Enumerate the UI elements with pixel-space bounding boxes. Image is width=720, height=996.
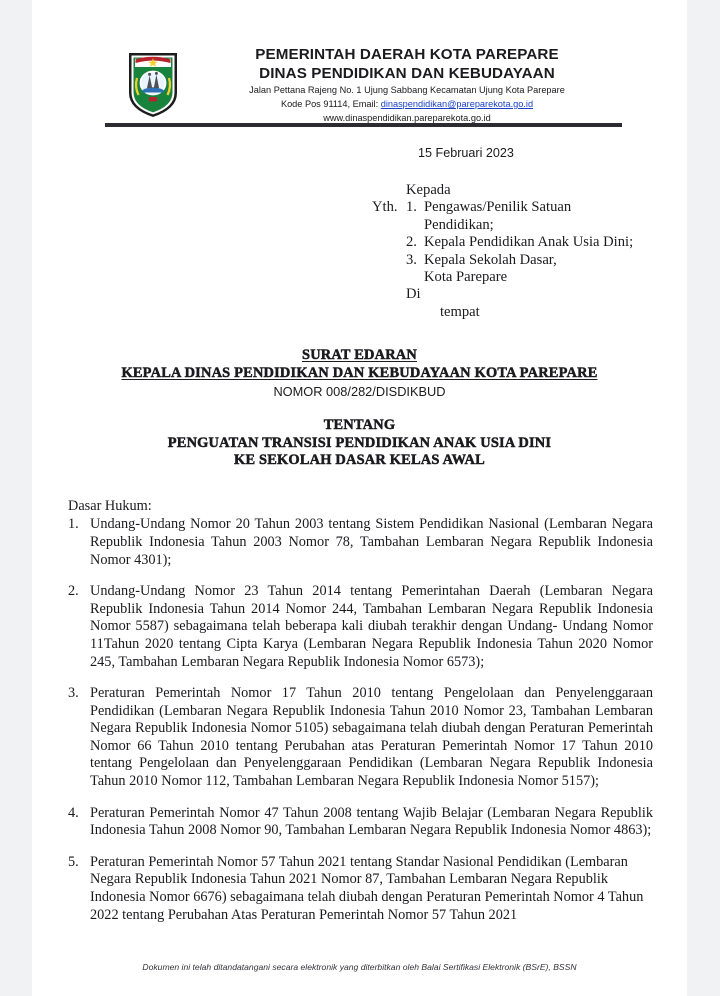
electronic-signature-notice: Dokumen ini telah ditandatangani secara elektronik yang diterbitkan oleh Balai Sertifikasi Elektronik (BSrE), BSSN: [142, 962, 577, 972]
website-line: www.dinaspendidikan.pareparekota.go.id: [323, 112, 491, 123]
letterhead-divider: [105, 123, 622, 127]
subject-line-2: KE SEKOLAH DASAR KELAS AWAL: [234, 452, 485, 469]
department-name: DINAS PENDIDIKAN DAN KEBUDAYAAN: [259, 64, 555, 82]
document-type-title: SURAT EDARAN: [301, 347, 417, 364]
legal-item-text: Undang-Undang Nomor 23 Tahun 2014 tentang Pemerintahan Daerah (Lembaran Negara Republik Indonesia Tahun 2014 Nomor 244, Tambahan Lembaran Negara Republik Indonesia Nomor 5587) sebagaimana telah beberapa kali diubah terakhir dengan Undang- Undang Nomor 11Tahun 2020 tentang Cipta Karya (Lembaran Negara Republik Indonesia Tahun 2020 Nomor 245, Tambahan Lembaran Negara Republik Indonesia Nomor 6573);: [90, 583, 653, 670]
addressee-yth-label: Yth.: [372, 199, 398, 216]
addressee-city: Kota Parepare: [424, 269, 508, 286]
legal-basis-item: [68, 854, 653, 924]
document-number: NOMOR 008/282/DISDIKBUD: [273, 384, 446, 400]
letterhead: [32, 0, 687, 124]
legal-basis-section: [32, 498, 687, 924]
addressee-text: Kepala Sekolah Dasar,: [424, 251, 557, 268]
addressee-di: Di: [406, 286, 421, 303]
addressee-text: Pengawas/Penilik Satuan: [424, 199, 572, 216]
addressee-item: [372, 252, 687, 269]
legal-basis-item: [68, 685, 653, 791]
postcode-label: Kode Pos 91114, Email:: [280, 98, 381, 109]
street-address: Jalan Pettana Rajeng No. 1 Ujung Sabbang Kecamatan Ujung Kota Parepare: [249, 85, 565, 95]
title-block: [32, 347, 687, 470]
addressee-item: [372, 234, 687, 251]
parepare-city-crest-icon: [125, 47, 181, 119]
document-date: 15 Februari 2023: [418, 146, 514, 160]
addressee-block: [372, 182, 687, 321]
legal-item-number: 1.: [68, 516, 79, 533]
subject-line-1: PENGUATAN TRANSISI PENDIDIKAN ANAK USIA DINI: [167, 434, 552, 451]
addressee-number: 2.: [406, 234, 417, 251]
addressee-number: 3.: [406, 251, 417, 268]
addressee-item: [372, 199, 687, 216]
legal-item-text: Peraturan Pemerintah Nomor 57 Tahun 2021 tentang Standar Nasional Pendidikan (Lembaran Negara Republik Indonesia Tahun 2021 Nomor 87, Tambahan Lembaran Negara Republik Indonesia Nomor 6676) sebagaimana telah diubah dengan Peraturan Pemerintah Nomor 4 Tahun 2022 tentang Perubahan Atas Peraturan Pemerintah Nomor 57 Tahun 2021: [90, 853, 644, 923]
email-link[interactable]: dinaspendidikan@pareparekota.go.id: [380, 98, 534, 109]
legal-item-text: Undang-Undang Nomor 20 Tahun 2003 tentang Sistem Pendidikan Nasional (Lembaran Negara Republik Indonesia Tahun 2003 Nomor 78, Tambahan Lembaran Negara Republik Indonesia Nomor 4301);: [90, 516, 653, 568]
government-name: PEMERINTAH DAERAH KOTA PAREPARE: [255, 46, 559, 63]
document-page: [32, 0, 687, 996]
legal-item-number: 5.: [68, 853, 79, 870]
legal-basis-item: [68, 516, 653, 569]
legal-item-text: Peraturan Pemerintah Nomor 47 Tahun 2008 tentang Wajib Belajar (Lembaran Negara Republik Indonesia Tahun 2008 Nomor 90, Tambahan Lembaran Negara Republik Indonesia Nomor 4863);: [90, 804, 653, 839]
addressee-text-cont: Pendidikan;: [424, 216, 494, 233]
legal-item-text: Peraturan Pemerintah Nomor 17 Tahun 2010 tentang Pengelolaan dan Penyelenggaraan Pendidikan (Lembaran Negara Republik Indonesia Tahun 2010 Nomor 23, Tambahan Lembaran Negara Republik Indonesia Nomor 5105) sebagaimana telah diubah dengan Peraturan Pemerintah Nomor 66 Tahun 2010 tentang Perubahan atas Peraturan Pemerintah Nomor 17 Tahun 2010 tentang Pengelolaan dan Penyelenggaraan Pendidikan (Lembaran Negara Republik Indonesia Tahun 2010 Nomor 112, Tambahan Lembaran Negara Republik Indonesia Nomor 5157);: [90, 685, 653, 790]
legal-basis-heading: Dasar Hukum:: [68, 497, 152, 514]
legal-basis-item: [68, 805, 653, 840]
title-spacer: [32, 400, 687, 417]
document-body: [32, 138, 687, 924]
issuer-title: KEPALA DINAS PENDIDIKAN DAN KEBUDAYAAN KOTA PAREPARE: [121, 364, 598, 381]
legal-item-number: 4.: [68, 804, 79, 821]
addressee-number: 1.: [406, 199, 417, 216]
legal-basis-item: [68, 583, 653, 671]
tentang-label: TENTANG: [323, 417, 396, 434]
legal-item-number: 2.: [68, 583, 79, 600]
legal-item-number: 3.: [68, 685, 79, 702]
addressee-kepada: Kepada: [406, 182, 451, 198]
addressee-tempat: tempat: [440, 303, 480, 320]
postcode-email-line: [192, 99, 622, 111]
letterhead-text: [192, 46, 622, 124]
addressee-text: Kepala Pendidikan Anak Usia Dini;: [424, 234, 634, 251]
